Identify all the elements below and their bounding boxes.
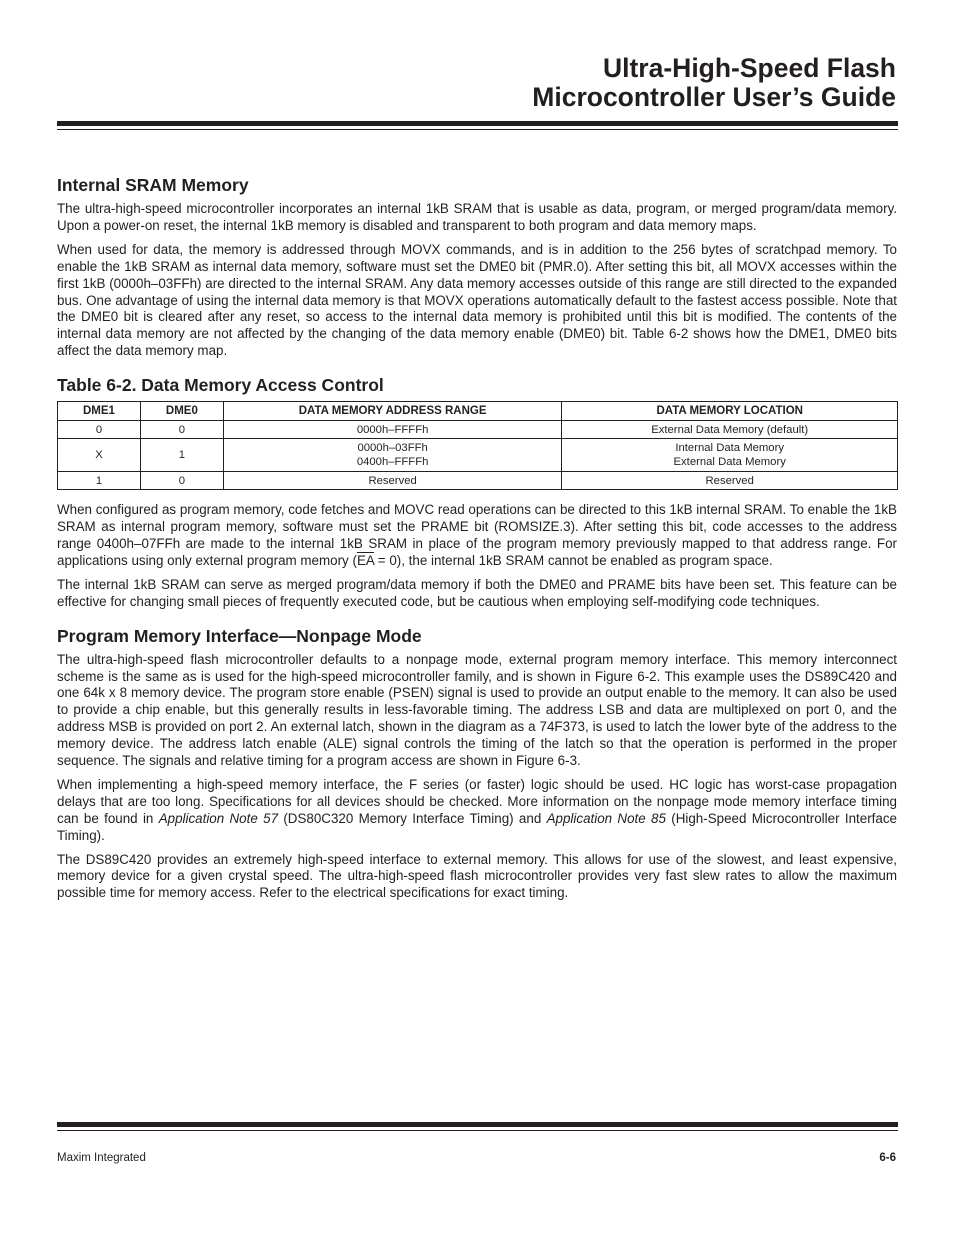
table-cell: Reserved: [223, 472, 562, 490]
footer-page-number: 6-6: [879, 1152, 896, 1164]
paragraph: The DS89C420 provides an extremely high-speed interface to external memory. This allows for use of the slowest, and least expensive, memory device for a given crystal speed. The ultra-high-speed flash microcontroller provides very fast slew rates to allow the maximum possible time for memory access. Refer to the electrical specifications for exact timing.: [57, 851, 897, 901]
table-header-row: [58, 402, 898, 421]
data-memory-access-table: [57, 401, 898, 490]
table-cell: 0: [140, 472, 223, 490]
table-cell: 0: [140, 421, 223, 439]
table-row: [58, 472, 898, 490]
table-row: [58, 439, 898, 472]
header-title-line2: Microcontroller User’s Guide: [532, 82, 896, 112]
paragraph: The ultra-high-speed flash microcontroller defaults to a nonpage mode, external program memory interface. This memory interconnect scheme is the same as is used for the high-speed microcontroller family, and is shown in Figure 6-2. This example uses the DS89C420 and one 64k x 8 memory device. The program store enable (PSEN) signal is used to provide an output enable to the memory. It can also be used to provide a chip enable, but this generally results in less-favorable timing. The address LSB and data are multiplexed on port 0, and the address MSB is provided on port 2. An external latch, shown in the diagram as a 74F373, is used to latch the lower byte of the address to the memory device. The address latch enable (ALE) signal controls the timing of the latch so that the operation is performed in the proper sequence. The signals and relative timing for a program access are shown in Figure 6-3.: [57, 651, 897, 769]
paragraph: [57, 777, 897, 845]
table-cell: 1: [58, 472, 141, 490]
section-heading-nonpage: Program Memory Interface—Nonpage Mode: [57, 625, 422, 646]
main-content: [57, 174, 897, 909]
footer-rule-thin: [57, 1130, 898, 1131]
table-cell: 0000h–FFFFh: [223, 421, 562, 439]
page-header-title: [196, 54, 896, 112]
header-rule-thin: [57, 129, 898, 130]
table-cell: 1: [140, 439, 223, 472]
column-header: DME0: [140, 402, 223, 421]
text-span: When implementing a high-speed memory interface, the F series (or faster) logic should be used. HC logic has worst-case propagation delays that are too long. Specifications for all devices should be checked. More information on the nonpage mode memory interface timing can be found in: [57, 776, 897, 826]
cell-line: 0400h–FFFFh: [356, 456, 429, 469]
header-title-line1: Ultra-High-Speed Flash: [602, 53, 896, 83]
paragraph: The internal 1kB SRAM can serve as merged program/data memory if both the DME0 and PRAME bits have been set. This feature can be effective for changing small pieces of frequently executed code, but be cautious when employing self-modifying code techniques.: [57, 576, 897, 609]
table-cell: X: [58, 439, 141, 472]
table-cell: External Data Memory (default): [562, 421, 898, 439]
cell-line: Internal Data Memory: [675, 442, 784, 455]
table-row: [58, 421, 898, 439]
table-cell: Reserved: [562, 472, 898, 490]
text-span: (High-Speed Microcontroller Interface Timing).: [57, 810, 897, 843]
footer-rule-thick: [57, 1122, 898, 1127]
cell-line: 0000h–03FFh: [357, 442, 428, 455]
table-cell: [562, 439, 898, 472]
table-caption: Table 6-2. Data Memory Access Control: [57, 375, 384, 396]
text-span: = 0), the internal 1kB SRAM cannot be enabled as program space.: [374, 552, 773, 568]
paragraph: [57, 502, 897, 570]
column-header: DATA MEMORY ADDRESS RANGE: [223, 402, 562, 421]
app-note-57-reference: Application Note 57: [158, 810, 279, 826]
footer-company: Maxim Integrated: [57, 1152, 146, 1164]
section-heading-sram: Internal SRAM Memory: [57, 175, 249, 195]
table-cell: [223, 439, 562, 472]
ea-signal: $\overline{EA}$: [356, 552, 375, 568]
paragraph: When used for data, the memory is addressed through MOVX commands, and is in addition to the 256 bytes of scratchpad memory. To enable the 1kB SRAM as internal data memory, software must set the DME0 bit (PMR.0). After setting this bit, all MOVX accesses within the first 1kB (0000h–03FFh) are directed to the internal SRAM. Any data memory accesses outside of this range are still directed to the expanded bus. One advantage of using the internal data memory is that MOVX operations automatically default to the fastest access possible. Note that the DME0 bit is cleared after any reset, so access to the internal data memory is prohibited until this bit is modified. The contents of the internal data memory are not affected by the changing of the data memory enable (DME0) bit. Table 6-2 shows how the DME1, DME0 bits affect the data memory map.: [57, 241, 897, 359]
cell-line: External Data Memory: [673, 456, 786, 469]
paragraph: The ultra-high-speed microcontroller incorporates an internal 1kB SRAM that is usable as data, program, or merged program/data memory. Upon a power-on reset, the internal 1kB memory is disabled and transparent to both program and data memory maps.: [57, 201, 897, 233]
text-span: (DS80C320 Memory Interface Timing) and: [278, 810, 547, 826]
app-note-85-reference: Application Note 85: [546, 810, 666, 826]
column-header: DME1: [58, 402, 141, 421]
table-cell: 0: [58, 421, 141, 439]
column-header: DATA MEMORY LOCATION: [562, 402, 898, 421]
text-span: When configured as program memory, code fetches and MOVC read operations can be directed to this 1kB internal SRAM. To enable the 1kB SRAM as internal program memory, software must set the PRAME bit (ROMSIZE.3). After setting this bit, code accesses to the address range 0400h–07FFh are made to the internal 1kB SRAM in place of the program memory previously mapped to that address range. For applications using only external program memory (: [57, 502, 897, 568]
header-rule-thick: [57, 121, 898, 126]
